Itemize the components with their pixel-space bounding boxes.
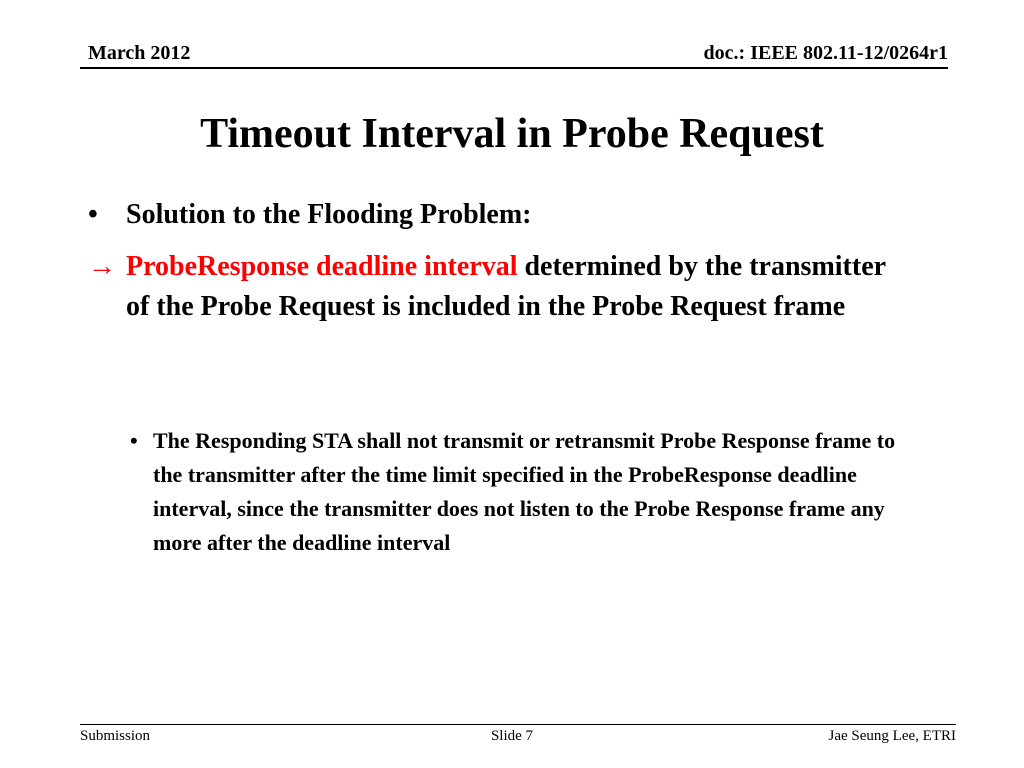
arrow-point-rest: determined by the transmitter of the Probe Request is included in the Probe Request frame xyxy=(126,251,886,322)
bullet-marker: • xyxy=(88,199,98,230)
header-divider xyxy=(80,67,948,69)
sub-bullet-item xyxy=(130,424,920,560)
header-date: March 2012 xyxy=(88,42,191,64)
footer-submission: Submission xyxy=(80,728,151,744)
arrow-point-text xyxy=(126,247,908,327)
footer-author: Jae Seung Lee, ETRI xyxy=(828,728,956,744)
sub-bullet-text: The Responding STA shall not transmit or retransmit Probe Response frame to the transmitter after the time limit specified in the ProbeResponse deadline interval, since the transmitter does not listen to the Probe Response frame any more after the deadline interval xyxy=(153,428,896,555)
arrow-right-icon: → xyxy=(88,251,116,282)
header-doc-id: doc.: IEEE 802.11-12/0264r1 xyxy=(703,42,948,64)
sub-bullet-marker: • xyxy=(130,428,138,453)
footer-divider xyxy=(80,724,956,725)
bullet-text: Solution to the Flooding Problem: xyxy=(126,199,532,230)
footer-slide-number: Slide 7 xyxy=(490,728,534,744)
highlight-term: ProbeResponse deadline interval xyxy=(126,251,518,282)
arrow-point xyxy=(88,247,908,327)
bullet-item xyxy=(88,196,532,234)
slide-title: Timeout Interval in Probe Request xyxy=(200,111,824,157)
